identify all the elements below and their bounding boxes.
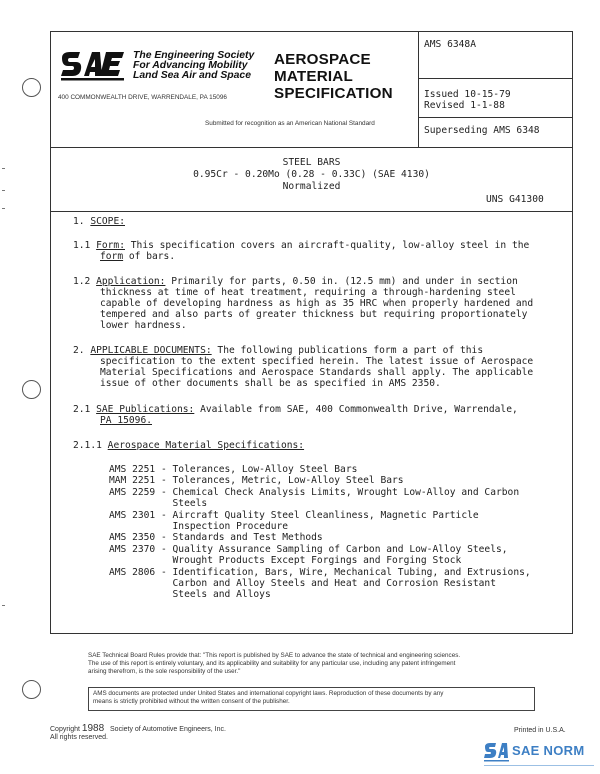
section-1-2-line: 1.2 Application: Primarily for parts, 0.50 in. (12.5 mm) and under in section bbox=[73, 276, 518, 287]
technical-board-rules bbox=[88, 652, 548, 676]
reference-item: Carbon and Alloy Steels and Heat and Corrosion Resistant bbox=[109, 578, 496, 590]
section-2-line: specification to the extent specified herein. The latest issue of Aerospace bbox=[100, 356, 534, 367]
rules-line: arising therefrom, is the sole responsibility of the user." bbox=[88, 668, 241, 675]
reference-item: AMS 2350 - Standards and Test Methods bbox=[109, 532, 323, 544]
reference-item: Steels and Alloys bbox=[109, 589, 271, 601]
sae-norm-watermark bbox=[484, 740, 596, 770]
tagline-line: Land Sea Air and Space bbox=[133, 70, 251, 81]
reference-item: AMS 2301 - Aircraft Quality Steel Cleanliness, Magnetic Particle bbox=[109, 509, 479, 521]
subject-divider bbox=[50, 211, 573, 212]
section-2-1-line: 2.1 SAE Publications: Available from SAE, 400 Commonwealth Drive, Warrendale, bbox=[73, 404, 518, 415]
notice-line: means is strictly prohibited without the written consent of the publisher. bbox=[93, 698, 290, 705]
section-2-1-line: PA 15096. bbox=[100, 415, 152, 426]
section-1-2-line: tempered and also parts of greater thickness but requiring proportionately bbox=[100, 309, 528, 320]
uns-number: UNS G41300 bbox=[486, 194, 544, 205]
margin-tick bbox=[2, 605, 5, 606]
section-1-1-line: form of bars. bbox=[100, 251, 176, 262]
header-right-divider bbox=[418, 31, 419, 147]
section-2-1-1-heading: 2.1.1 Aerospace Material Specifications: bbox=[73, 440, 305, 451]
superseding-note: Superseding AMS 6348 bbox=[424, 125, 540, 136]
margin-tick bbox=[2, 208, 5, 209]
reference-item: Steels bbox=[109, 498, 208, 510]
copyright-line: Copyright 1988 Society of Automotive Engineers, Inc. bbox=[50, 723, 226, 734]
title-line: AEROSPACE bbox=[274, 51, 371, 68]
tagline-line: The Engineering Society bbox=[133, 50, 255, 61]
reference-item: AMS 2806 - Identification, Bars, Wire, Mechanical Tubing, and Extrusions, bbox=[109, 566, 531, 578]
issued-divider bbox=[418, 117, 573, 118]
subject-title: STEEL BARS bbox=[282, 157, 341, 168]
section-1-2-line: thickness at time of heat treatment, requiring a through-hardening steel bbox=[100, 287, 516, 298]
margin-tick bbox=[2, 168, 5, 169]
issued-date: Issued 10-15-79 bbox=[424, 89, 511, 100]
sae-norm-logo-icon bbox=[484, 742, 510, 764]
printed-in: Printed in U.S.A. bbox=[514, 727, 566, 734]
tagline-line: For Advancing Mobility bbox=[133, 60, 248, 71]
reference-list bbox=[109, 464, 531, 601]
revised-date: Revised 1-1-88 bbox=[424, 100, 505, 111]
section-2-line: Material Specifications and Aerospace Standards shall apply. The applicable bbox=[100, 367, 534, 378]
rules-line: SAE Technical Board Rules provide that: "This report is published by SAE to advance the state of technical and engineering sciences. bbox=[88, 652, 461, 659]
title-line: SPECIFICATION bbox=[274, 85, 393, 102]
reference-item: AMS 2259 - Chemical Check Analysis Limits, Wrought Low-Alloy and Carbon bbox=[109, 486, 520, 498]
section-1-2-line: lower hardness. bbox=[100, 320, 187, 331]
punch-hole-middle bbox=[22, 380, 41, 399]
section-1-1-line: 1.1 Form: This specification covers an aircraft-quality, low-alloy steel in the bbox=[73, 240, 530, 251]
spec-number: AMS 6348A bbox=[424, 39, 476, 50]
punch-hole-bottom bbox=[22, 680, 41, 699]
reference-item: Wrought Products Except Forgings and Forging Stock bbox=[109, 555, 462, 567]
watermark-underline bbox=[484, 765, 594, 766]
reference-item: MAM 2251 - Tolerances, Metric, Low-Alloy Steel Bars bbox=[109, 475, 404, 487]
subject-condition: Normalized bbox=[282, 181, 341, 192]
watermark-text: SAE NORM bbox=[512, 743, 585, 758]
margin-tick bbox=[2, 190, 5, 191]
sae-logo-icon bbox=[60, 50, 126, 82]
notice-line: AMS documents are protected under United States and international copyright laws. Reproduction of these documents by any bbox=[93, 690, 444, 697]
society-tagline bbox=[133, 51, 254, 81]
spec-number-divider bbox=[418, 78, 573, 79]
society-address: 400 COMMONWEALTH DRIVE, WARRENDALE, PA 15096 bbox=[58, 94, 227, 101]
subject-composition: 0.95Cr - 0.20Mo (0.28 - 0.33C) (SAE 4130) bbox=[193, 169, 430, 180]
section-2-line: 2. APPLICABLE DOCUMENTS: The following publications form a part of this bbox=[73, 345, 484, 356]
reference-item: Inspection Procedure bbox=[109, 521, 289, 533]
document-type-title bbox=[274, 51, 393, 102]
copyright-notice-box bbox=[88, 687, 535, 711]
rights-reserved: All rights reserved. bbox=[50, 734, 108, 741]
reference-item: AMS 2370 - Quality Assurance Sampling of Carbon and Low-Alloy Steels, bbox=[109, 543, 508, 555]
reference-item: AMS 2251 - Tolerances, Low-Alloy Steel Bars bbox=[109, 464, 358, 475]
header-divider bbox=[50, 147, 573, 148]
section-1-heading: 1. SCOPE: bbox=[73, 216, 125, 227]
section-1-2-line: capable of developing hardness as high as 35 HRC when properly hardened and bbox=[100, 298, 534, 309]
rules-line: The use of this report is entirely voluntary, and its applicability and suitability for any particular use, including any patent infringement bbox=[88, 660, 456, 667]
punch-hole-top bbox=[22, 78, 41, 97]
ansi-submitted-note: Submitted for recognition as an American National Standard bbox=[205, 120, 375, 127]
title-line: MATERIAL bbox=[274, 68, 353, 85]
section-2-line: issue of other documents shall be as specified in AMS 2350. bbox=[100, 378, 441, 389]
